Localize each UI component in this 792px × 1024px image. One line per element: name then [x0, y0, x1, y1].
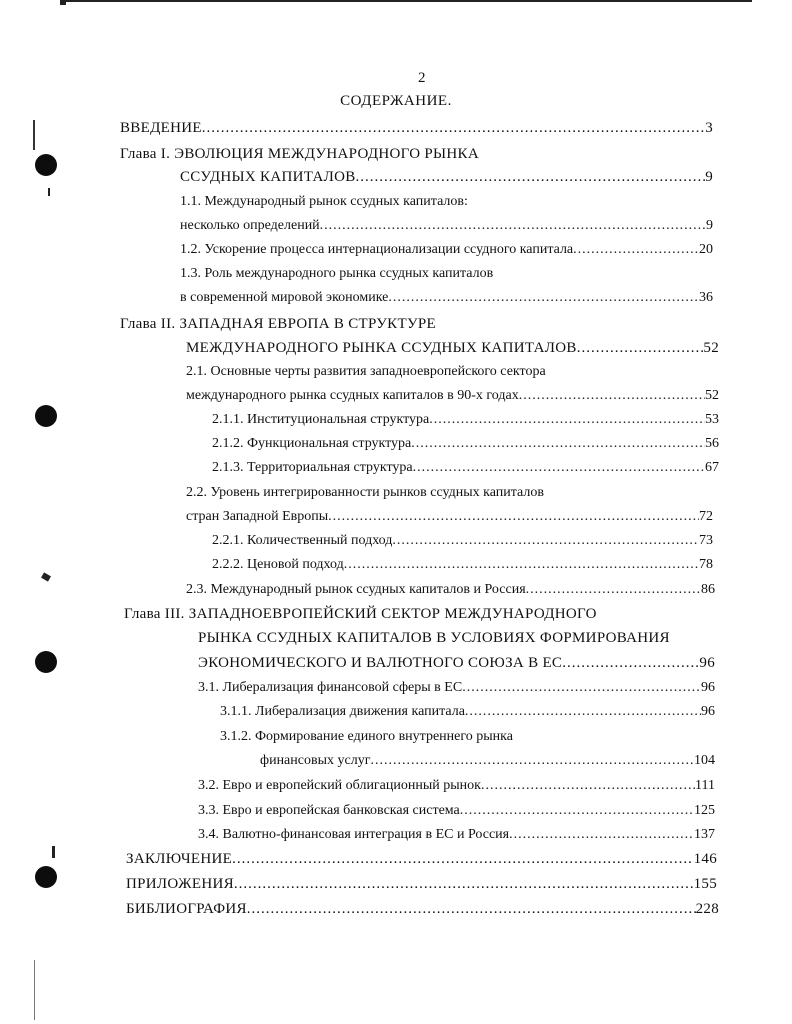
leader-dots — [202, 118, 705, 138]
toc-entry-section-3-3 — [198, 801, 715, 821]
toc-page-number: 36 — [699, 290, 713, 305]
toc-entry-text: 3.1.1. Либерализация движения капитала — [220, 704, 465, 719]
toc-chapter-3-title: Глава III. ЗАПАДНОЕВРОПЕЙСКИЙ СЕКТОР МЕЖДУНАРОДНОГО — [124, 606, 597, 622]
toc-entry-section-2-2-1 — [212, 531, 713, 551]
toc-page-number: 9 — [706, 218, 713, 233]
toc-page-number: 155 — [693, 876, 717, 892]
toc-entry-text: 2.1.2. Функциональная структура — [212, 436, 412, 451]
toc-entry-introduction — [120, 118, 713, 138]
toc-entry-text: 2.1.3. Территориальная структура — [212, 460, 413, 475]
page-title: СОДЕРЖАНИЕ. — [340, 93, 452, 109]
toc-page-number: 9 — [705, 169, 713, 185]
toc-entry-text: несколько определений — [180, 218, 320, 233]
toc-entry-section-3-2 — [198, 776, 715, 796]
leader-dots — [356, 167, 706, 187]
toc-page-number: 52 — [705, 388, 719, 403]
toc-entry-section-2-1-3 — [212, 458, 719, 478]
leader-dots — [320, 216, 706, 236]
toc-entry-text: ЭКОНОМИЧЕСКОГО И ВАЛЮТНОГО СОЮЗА В ЕС — [198, 655, 563, 671]
leader-dots — [465, 702, 701, 722]
toc-entry-text: ЗАКЛЮЧЕНИЕ — [126, 851, 233, 867]
toc-entry-section-2-2 — [186, 507, 713, 527]
toc-entry-section-2-1-2 — [212, 434, 719, 454]
toc-page-number: 3 — [705, 120, 713, 136]
leader-dots — [234, 874, 694, 894]
toc-entry-text: 2.2.1. Количественный подход — [212, 533, 393, 548]
toc-entry-text: ВВЕДЕНИЕ — [120, 120, 202, 136]
toc-entry-text: 2.1.1. Институциональная структура — [212, 412, 430, 427]
toc-entry-text: 3.2. Евро и европейский облигационный рынок — [198, 778, 481, 793]
toc-entry-text: 2.2.2. Ценовой подход — [212, 557, 344, 572]
toc-entry-section-2-2-2 — [212, 555, 713, 575]
leader-dots — [388, 288, 699, 308]
toc-page-number: 111 — [695, 778, 715, 793]
leader-dots — [519, 386, 705, 406]
toc-chapter-3-title-cont: РЫНКА ССУДНЫХ КАПИТАЛОВ В УСЛОВИЯХ ФОРМИРОВАНИЯ — [198, 630, 670, 646]
toc-entry-section-2-1-1 — [212, 410, 719, 430]
leader-dots — [328, 507, 699, 527]
toc-entry-section-3-4 — [198, 825, 715, 845]
toc-entry-section-1-2 — [180, 240, 713, 260]
toc-entry-section-2-1 — [186, 386, 719, 406]
page-number: 2 — [418, 70, 426, 86]
leader-dots — [460, 801, 694, 821]
leader-dots — [481, 776, 695, 796]
leader-dots — [344, 555, 699, 575]
leader-dots — [462, 678, 701, 698]
toc-section-2-1-title: 2.1. Основные черты развития западноевропейского сектора — [186, 364, 546, 379]
toc-page-number: 146 — [693, 851, 717, 867]
toc-section-1-1-title: 1.1. Международный рынок ссудных капиталов: — [180, 194, 468, 209]
leader-dots — [562, 653, 699, 673]
toc-entry-text: в современной мировой экономике — [180, 290, 389, 305]
toc-page-number: 125 — [694, 803, 715, 818]
toc-entry-chapter-3 — [198, 653, 715, 673]
leader-dots — [247, 899, 696, 919]
toc-entry-text: БИБЛИОГРАФИЯ — [126, 901, 247, 917]
toc-page-number: 96 — [701, 704, 715, 719]
toc-section-2-2-title: 2.2. Уровень интегрированности рынков ссудных капиталов — [186, 485, 544, 500]
toc-section-1-3-title: 1.3. Роль международного рынка ссудных капиталов — [180, 266, 494, 281]
toc-entry-section-3-1 — [198, 678, 715, 698]
toc-entry-chapter-1 — [180, 167, 713, 187]
toc-entry-text: 3.4. Валютно-финансовая интеграция в ЕС и Россия — [198, 827, 510, 842]
toc-entry-text: 2.3. Международный рынок ссудных капиталов и Россия — [186, 582, 526, 597]
leader-dots — [413, 458, 705, 478]
toc-chapter-1-title: Глава I. ЭВОЛЮЦИЯ МЕЖДУНАРОДНОГО РЫНКА — [120, 146, 479, 162]
toc-page-number: 73 — [699, 533, 713, 548]
toc-entry-text: международного рынка ссудных капиталов в 90-х годах — [186, 388, 519, 403]
toc-chapter-2-title: Глава II. ЗАПАДНАЯ ЕВРОПА В СТРУКТУРЕ — [120, 316, 436, 332]
toc-entry-bibliography — [126, 899, 719, 919]
leader-dots — [526, 580, 701, 600]
toc-page-number: 53 — [705, 412, 719, 427]
toc-entry-text: финансовых услуг — [260, 753, 371, 768]
toc-page-number: 56 — [705, 436, 719, 451]
toc-page-number: 137 — [694, 827, 715, 842]
toc-entry-appendices — [126, 874, 717, 894]
toc-page-number: 78 — [699, 557, 713, 572]
toc-entry-conclusion — [126, 849, 717, 869]
toc-page-number: 72 — [699, 509, 713, 524]
toc-page-number: 96 — [701, 680, 715, 695]
toc-entry-text: 1.2. Ускорение процесса интернационализации ссудного капитала — [180, 242, 574, 257]
toc-page-number: 96 — [699, 655, 715, 671]
toc-entry-text: 3.3. Евро и европейская банковская система — [198, 803, 460, 818]
toc-section-3-1-2-title: 3.1.2. Формирование единого внутреннего рынка — [220, 729, 513, 744]
leader-dots — [429, 410, 705, 430]
toc-entry-text: стран Западной Европы — [186, 509, 329, 524]
toc-entry-section-3-1-1 — [220, 702, 715, 722]
toc-entry-section-2-3 — [186, 580, 715, 600]
toc-page-number: 20 — [699, 242, 713, 257]
toc-entry-text: 3.1. Либерализация финансовой сферы в ЕС — [198, 680, 463, 695]
toc-entry-chapter-2 — [186, 338, 719, 358]
toc-entry-text: МЕЖДУНАРОДНОГО РЫНКА ССУДНЫХ КАПИТАЛОВ — [186, 340, 577, 356]
toc-entry-section-1-1 — [180, 216, 713, 236]
toc-entry-section-3-1-2 — [260, 751, 715, 771]
toc-page-number: 86 — [701, 582, 715, 597]
leader-dots — [392, 531, 699, 551]
toc-page-number: 104 — [694, 753, 715, 768]
leader-dots — [573, 240, 699, 260]
toc-page-number: 228 — [695, 901, 719, 917]
leader-dots — [509, 825, 694, 845]
leader-dots — [232, 849, 693, 869]
toc-entry-text: ПРИЛОЖЕНИЯ — [126, 876, 234, 892]
leader-dots — [411, 434, 705, 454]
leader-dots — [577, 338, 704, 358]
toc-page-number: 52 — [703, 340, 719, 356]
leader-dots — [370, 751, 694, 771]
toc-entry-section-1-3 — [180, 288, 713, 308]
toc-entry-text: ССУДНЫХ КАПИТАЛОВ — [180, 169, 356, 185]
toc-page-number: 67 — [705, 460, 719, 475]
